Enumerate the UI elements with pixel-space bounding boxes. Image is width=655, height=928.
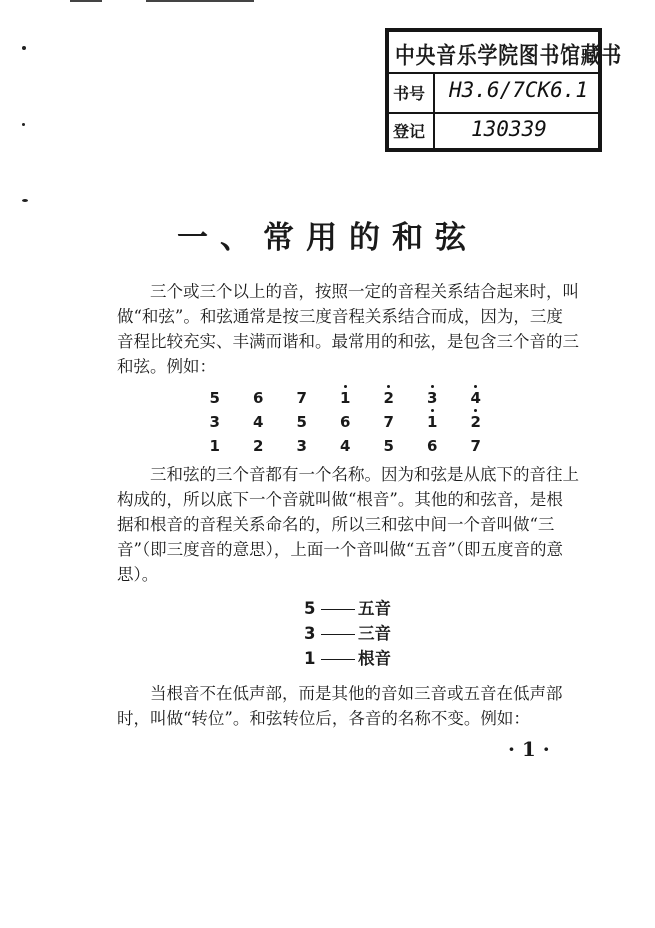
chord-note-cell xyxy=(367,434,411,458)
paragraph-1 xyxy=(117,279,579,379)
chord-note: 5 xyxy=(209,389,220,407)
chord-note: 1 xyxy=(340,389,351,407)
chord-note: 2 xyxy=(470,413,481,431)
paragraph-3-text: 当根音不在低声部，而是其他的音如三音或五音在低声部时，叫做“转位”。和弦转位后，各音的名称不变。例如： xyxy=(117,684,563,728)
page-number: · 1 · xyxy=(508,737,550,761)
stamp-call-number-row xyxy=(389,72,598,114)
chord-note-cell xyxy=(324,410,368,434)
chord-note: 4 xyxy=(470,389,481,407)
chord-note-cell xyxy=(324,386,368,410)
chord-note: 2 xyxy=(253,437,264,455)
scan-edge-line xyxy=(146,0,254,2)
chord-note: 1 xyxy=(209,437,220,455)
tone-name-item xyxy=(304,621,391,646)
chord-row-top xyxy=(193,386,498,410)
stamp-library-name: 中央音乐学院图书馆藏书 xyxy=(395,43,623,69)
chord-note-cell xyxy=(454,410,498,434)
tone-number: 1 xyxy=(304,649,316,668)
paragraph-3 xyxy=(117,681,579,731)
chord-row-bottom xyxy=(193,434,498,458)
tone-name-item xyxy=(304,646,391,671)
chord-note-cell xyxy=(237,386,281,410)
margin-speck xyxy=(22,46,26,50)
tone-number: 3 xyxy=(304,624,316,643)
chord-note-cell xyxy=(411,386,455,410)
chord-note-cell xyxy=(193,434,237,458)
dash-line xyxy=(321,634,355,635)
chord-note-cell xyxy=(324,434,368,458)
chord-note-cell xyxy=(193,386,237,410)
paragraph-2-text: 三和弦的三个音都有一个名称。因为和弦是从底下的音往上构成的，所以底下一个音就叫做“根音”。其他的和弦音，是根据和根音的音程关系命名的，所以三和弦中间一个音叫做“三音”（即三度音的意思），上面一个音叫做“五音”（即五度音的意思）。 xyxy=(117,465,579,584)
tone-number: 5 xyxy=(304,599,316,618)
chord-note-cell xyxy=(454,434,498,458)
tone-name: 五音 xyxy=(358,599,391,618)
stamp-register-label: 登记 xyxy=(393,122,426,141)
chord-note-cell xyxy=(280,434,324,458)
dash-line xyxy=(321,659,355,660)
triad-example-table xyxy=(193,386,498,458)
chord-note-cell xyxy=(193,410,237,434)
tone-name: 三音 xyxy=(358,624,391,643)
chord-note: 7 xyxy=(383,413,394,431)
tone-name-item xyxy=(304,596,391,621)
chord-note: 6 xyxy=(340,413,351,431)
chord-note-cell xyxy=(280,410,324,434)
dash-line xyxy=(321,609,355,610)
chord-note: 5 xyxy=(383,437,394,455)
chord-note: 4 xyxy=(340,437,351,455)
chord-row-middle xyxy=(193,410,498,434)
section-title: 一、常用的和弦 xyxy=(177,220,478,256)
chord-note: 7 xyxy=(296,389,307,407)
chord-note: 5 xyxy=(296,413,307,431)
chord-note-cell xyxy=(280,386,324,410)
paragraph-1-text: 三个或三个以上的音，按照一定的音程关系结合起来时，叫做“和弦”。和弦通常是按三度音程关系结合而成，因为，三度音程比较充实、丰满而谐和。最常用的和弦，是包含三个音的三和弦。例如： xyxy=(117,282,579,376)
paragraph-2 xyxy=(117,462,579,587)
stamp-divider xyxy=(433,72,435,148)
margin-speck xyxy=(22,123,25,126)
margin-speck xyxy=(22,199,28,202)
chord-note: 7 xyxy=(470,437,481,455)
chord-note: 3 xyxy=(209,413,220,431)
scan-edge-line xyxy=(70,0,102,2)
chord-note-cell xyxy=(454,386,498,410)
chord-note-cell xyxy=(367,386,411,410)
stamp-call-number-label: 书号 xyxy=(393,84,426,103)
chord-note-cell xyxy=(237,410,281,434)
stamp-register-number: 130339 xyxy=(471,117,547,141)
chord-note-cell xyxy=(367,410,411,434)
chord-note: 3 xyxy=(296,437,307,455)
chord-note: 2 xyxy=(383,389,394,407)
chord-note-cell xyxy=(237,434,281,458)
stamp-header-row xyxy=(389,32,623,74)
chord-note-cell xyxy=(411,434,455,458)
chord-note: 1 xyxy=(427,413,438,431)
tone-name-list xyxy=(304,596,391,671)
chord-note-cell xyxy=(411,410,455,434)
library-stamp xyxy=(385,28,623,152)
chord-note: 4 xyxy=(253,413,264,431)
tone-name: 根音 xyxy=(358,649,391,668)
chord-note: 3 xyxy=(427,389,438,407)
chord-note: 6 xyxy=(427,437,438,455)
chord-note: 6 xyxy=(253,389,264,407)
stamp-call-number: H3.6/7CK6.1 xyxy=(449,78,589,102)
stamp-register-row xyxy=(389,112,598,148)
